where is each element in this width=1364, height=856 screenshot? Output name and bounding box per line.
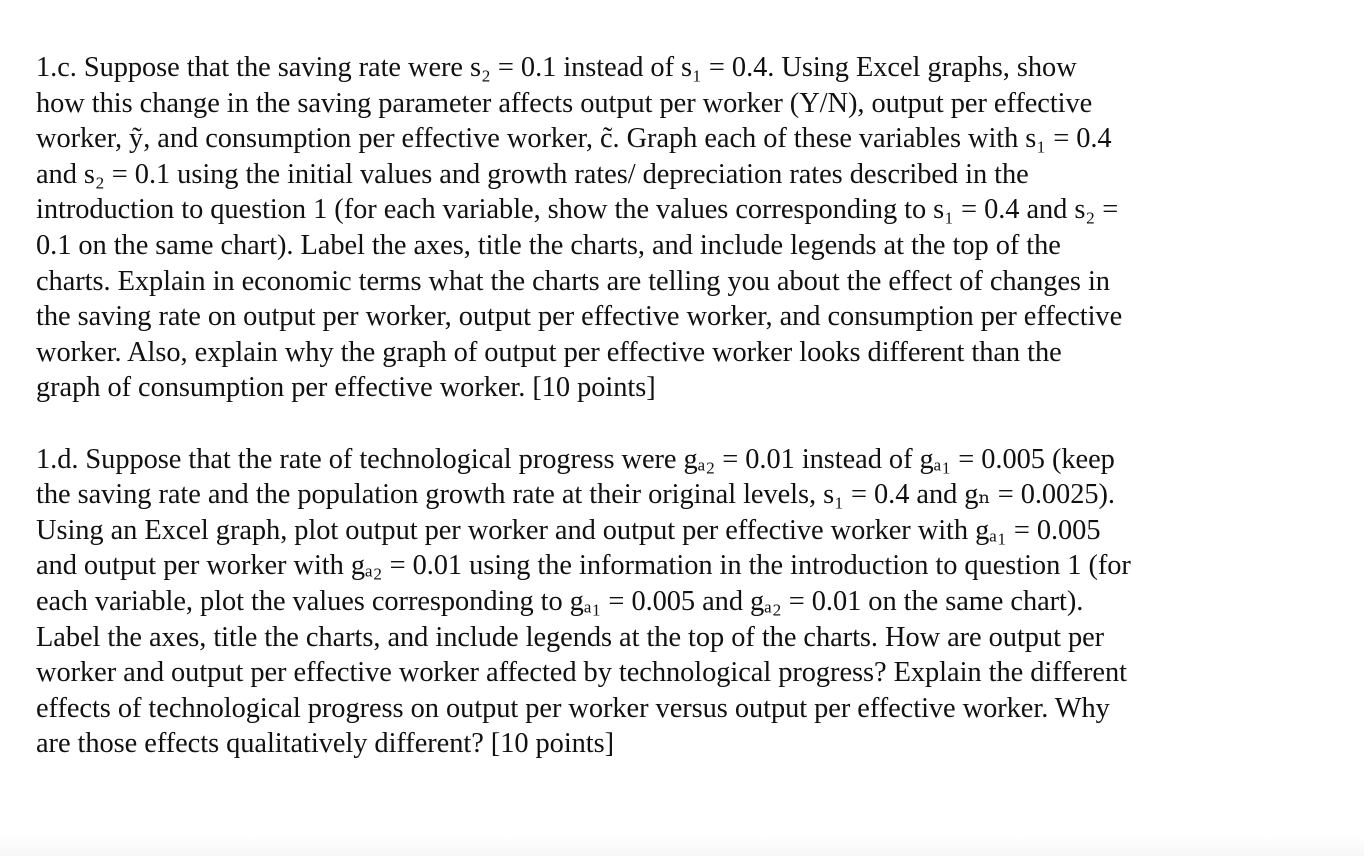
question-1c-line: graph of consumption per effective worker. [10 points] (36, 372, 656, 404)
question-1d-line: each variable, plot the values corresponding to gₐ₁ = 0.005 and gₐ₂ = 0.01 on the same chart). (36, 585, 1084, 617)
question-1c-line: introduction to question 1 (for each variable, show the values corresponding to s₁ = 0.4 and s₂ = (36, 194, 1119, 226)
question-1c-line: worker, ỹ, and consumption per effective worker, c̃. Graph each of these variables with s₁ = 0.4 (36, 123, 1112, 155)
question-1c (36, 50, 1336, 406)
question-1d-line: the saving rate and the population growth rate at their original levels, s₁ = 0.4 and gₙ = 0.0025). (36, 479, 1115, 511)
question-1c-line: and s₂ = 0.1 using the initial values and growth rates/ depreciation rates described in the (36, 158, 1029, 190)
question-1d-line: Label the axes, title the charts, and include legends at the top of the charts. How are output per (36, 621, 1105, 653)
question-1d-line: effects of technological progress on output per worker versus output per effective worker. Why (36, 692, 1110, 724)
question-1c-line: 0.1 on the same chart). Label the axes, title the charts, and include legends at the top of the (36, 229, 1061, 261)
question-1c-line: worker. Also, explain why the graph of output per effective worker looks different than the (36, 336, 1062, 368)
question-1c-line: how this change in the saving parameter affects output per worker (Y/N), output per effective (36, 87, 1093, 119)
question-1d-line: 1.d. Suppose that the rate of technological progress were gₐ₂ = 0.01 instead of gₐ₁ = 0.005 (keep (36, 443, 1115, 475)
question-1d-line: and output per worker with gₐ₂ = 0.01 using the information in the introduction to question 1 (for (36, 550, 1131, 582)
question-1c-line: charts. Explain in economic terms what the charts are telling you about the effect of changes in (36, 265, 1110, 297)
question-1d-line: Using an Excel graph, plot output per worker and output per effective worker with gₐ₁ = 0.005 (36, 514, 1101, 546)
document-page (36, 50, 1336, 762)
question-1d-line: worker and output per effective worker affected by technological progress? Explain the different (36, 657, 1127, 689)
question-1d (36, 442, 1336, 762)
question-1c-line: 1.c. Suppose that the saving rate were s₂ = 0.1 instead of s₁ = 0.4. Using Excel graphs, show (36, 52, 1077, 83)
question-1c-line: the saving rate on output per worker, output per effective worker, and consumption per effective (36, 301, 1123, 333)
question-1d-line: are those effects qualitatively different? [10 points] (36, 728, 615, 760)
page-bottom-edge (0, 836, 1364, 856)
